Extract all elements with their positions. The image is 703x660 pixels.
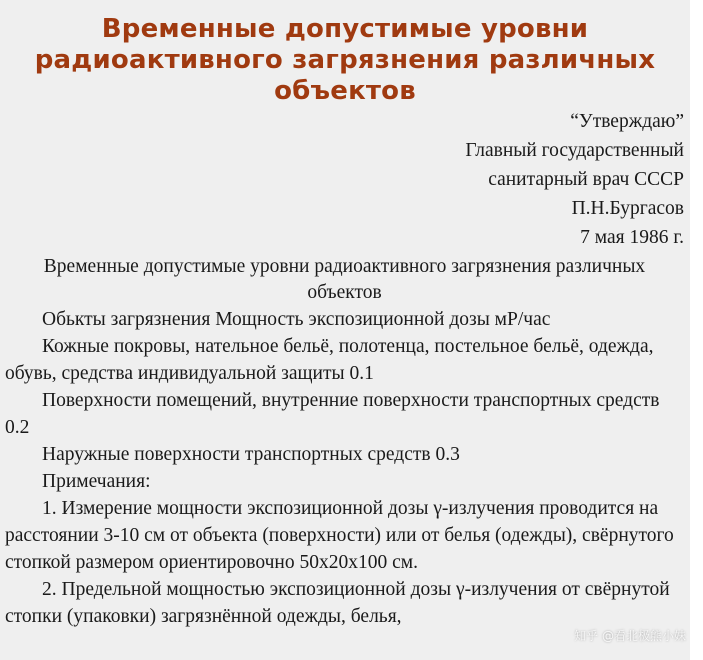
document-body <box>0 107 690 630</box>
approval-block <box>5 107 684 252</box>
approval-line-position: Главный государственный <box>465 140 684 161</box>
approval-line-date: 7 мая 1986 г. <box>580 227 684 248</box>
paragraph-interior-limit: Поверхности помещений, внутренние поверхности транспортных средств 0.2 <box>5 390 660 438</box>
document-heading: Временные допустимые уровни радиоактивного загрязнения различных объектов <box>43 256 646 303</box>
approval-line-position-cont: санитарный врач СССР <box>488 169 684 190</box>
paragraph-note-1: 1. Измерение мощности экспозиционной дозы γ-излучения проводится на расстоянии 3-10 см от объекта (поверхности) или от белья (одежды), свёрнутого стопкой размером ориентировочно 50х20х100 см. <box>5 498 674 573</box>
paragraph-table-header: Обькты загрязнения Мощность экспозиционной дозы мР/час <box>42 309 551 330</box>
paragraph-skin-limit: Кожные покровы, нательное бельё, полотенца, постельное бельё, одежда, обувь, средства индивидуальной защиты 0.1 <box>5 336 654 384</box>
paragraph-exterior-limit: Наружные поверхности транспортных средств 0.3 <box>42 444 460 465</box>
page-title: Временные допустимые уровни радиоактивного загрязнения различных объектов <box>34 14 656 106</box>
paragraph-note-2: 2. Предельной мощностью экспозиционной дозы γ-излучения от свёрнутой стопки (упаковки) загрязнённой одежды, белья, <box>5 579 670 627</box>
approval-line-name: П.Н.Бургасов <box>571 198 684 219</box>
paragraph-notes-heading: Примечания: <box>42 471 151 492</box>
approval-line-approve: “Утверждаю” <box>570 111 684 132</box>
watermark: 知乎 @看北极熊小妹 <box>574 629 686 643</box>
